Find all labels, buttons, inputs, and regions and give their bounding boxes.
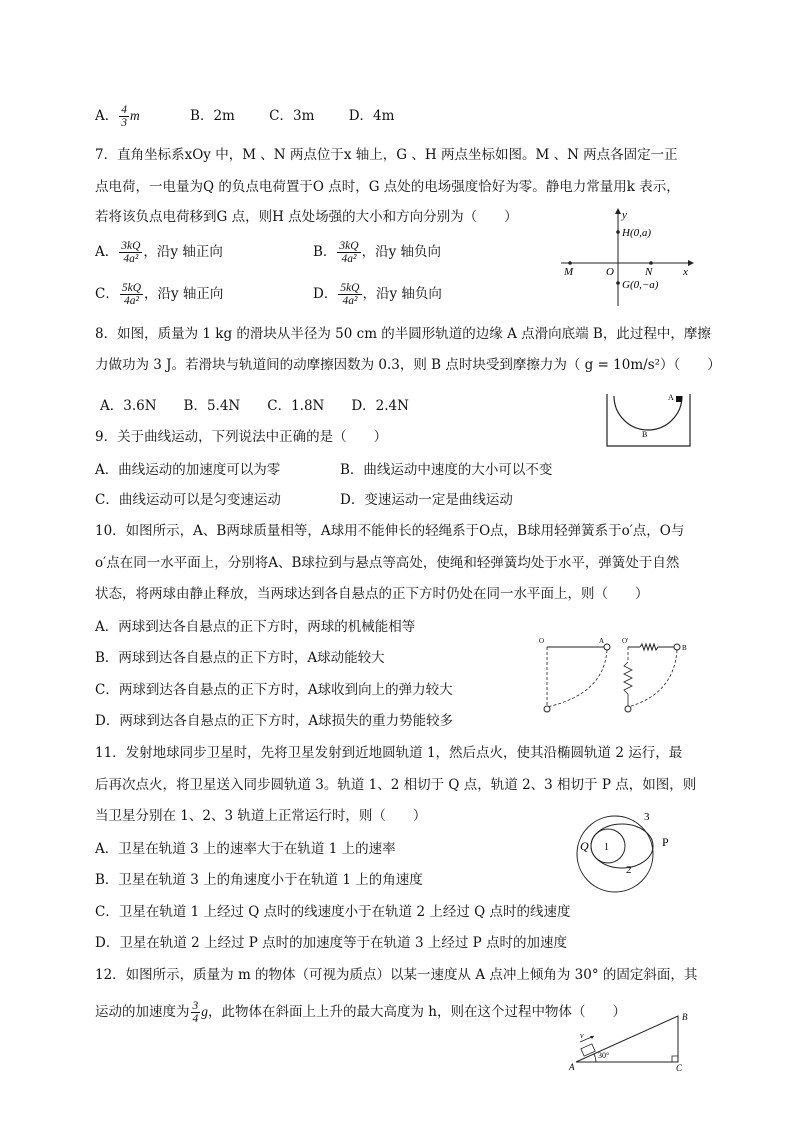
q12-figure (566, 1008, 694, 1076)
q12-line-2-end: ，此物体在斜面上上升的最大高度为 h，则在这个过程中物体（ ） (208, 1004, 626, 1020)
y-axis-arrow (615, 208, 621, 214)
point-g (616, 281, 620, 285)
y-axis-label: y (622, 209, 627, 221)
orbit-3 (577, 816, 653, 892)
q9-stem: 9．关于曲线运动，下列说法中正确的是（ ） (95, 429, 388, 445)
label-p: P (662, 835, 669, 849)
q11-figure (560, 808, 690, 898)
q10-line-2: o′点在同一水平面上，分别将A、B球拉到与悬点等高处，使绳和轻弹簧均处于水平，弹簧处于自然 (95, 555, 680, 571)
spring-vertical (624, 662, 632, 706)
ball-b (674, 644, 680, 650)
q11-option-c: C．卫星在轨道 1 上经过 Q 点时的线速度小于在轨道 2 上经过 Q 点时的线速度 (95, 904, 571, 920)
right-angle-mark (672, 1056, 678, 1062)
label-o-prime: O′ (622, 637, 629, 645)
q6-options (95, 104, 394, 129)
q7-a-denominator: 4a² (123, 253, 139, 265)
spring-horizontal (640, 644, 674, 650)
q6-option-d: D．4m (348, 108, 395, 124)
q11-line-2: 后再次点火，将卫星送入同步圆轨道 3。轨道 1、2 相切于 Q 点，轨道 2、3 相切于 P 点，如图，则 (95, 777, 697, 793)
q10-figure (536, 634, 696, 720)
x-axis-arrow (688, 260, 694, 266)
q7-option-d (313, 282, 442, 307)
slider-block (676, 396, 682, 402)
q7-option-a (95, 240, 223, 265)
q10-option-a: A．两球到达各自悬点的正下方时，两球的机械能相等 (95, 619, 416, 635)
q10-option-c: C．两球到达各自悬点的正下方时，A球收到向上的弹力较大 (95, 682, 453, 698)
q7-d-numerator: 5kQ (340, 282, 360, 294)
q9-option-c: C．曲线运动可以是匀变速运动 (95, 492, 281, 508)
path-a (547, 650, 607, 707)
q7-b-numerator: 3kQ (339, 240, 359, 252)
q7-line-1: 7．直角坐标系xOy 中，M 、N 两点位于x 轴上，G 、H 两点坐标如图。M 、N 两点各固定一正 (95, 147, 678, 163)
q7-option-b-text: ，沿y 轴负向 (361, 244, 442, 260)
q7-line-2: 点电荷，一电量为Q 的负点电荷置于O 点时，G 点处的电场强度恰好为零。静电力常量用k 表示， (95, 179, 680, 195)
q7-option-b (313, 240, 441, 265)
q7-c-numerator: 5kQ (121, 282, 142, 294)
q6-option-c: C．3m (269, 108, 315, 124)
q7-option-b-label: B． (313, 244, 337, 260)
q10-option-d: D．两球到达各自悬点的正下方时，A球损失的重力势能较多 (95, 713, 454, 729)
q8-line-1: 8．如图，质量为 1 kg 的滑块从半径为 50 cm 的半圆形轨道的边缘 A 点滑向底端 B，此过程中，摩擦 (95, 326, 711, 342)
q12-accel-numerator: 3 (192, 1000, 199, 1012)
label-o: O (539, 637, 545, 645)
q6-option-b: B．2m (190, 108, 235, 124)
label-h: H(0,a) (622, 227, 652, 239)
label-a: A (599, 637, 605, 645)
q7-figure (556, 206, 696, 314)
q7-line-3: 若将该负点电荷移到G 点，则H 点处场强的大小和方向分别为（ ） (95, 209, 518, 225)
label-b: B (682, 644, 687, 652)
ball-b-bottom (625, 706, 631, 712)
q10-option-b: B．两球到达各自悬点的正下方时，A球动能较大 (95, 650, 385, 666)
label-o: O (606, 266, 614, 278)
point-h (616, 230, 620, 234)
label-orbit-2: 2 (626, 864, 632, 876)
q6-a-numerator: 4 (121, 104, 127, 116)
q7-option-c-label: C． (95, 286, 119, 302)
q6-option-a-unit: m (130, 108, 140, 123)
q7-d-denominator: 4a² (342, 295, 358, 307)
q11-option-a: A．卫星在轨道 3 上的速率大于在轨道 1 上的速率 (95, 841, 396, 857)
q6-option-a-fraction (119, 104, 129, 129)
q11-line-3: 当卫星分别在 1、2、3 轨道上正常运行时，则（ ） (95, 808, 427, 824)
q7-option-d-label: D． (313, 286, 338, 302)
q8-figure (606, 388, 692, 452)
label-orbit-3: 3 (644, 811, 650, 823)
q12-accel-denominator: 4 (192, 1013, 199, 1025)
q10-line-1: 10．如图所示，A、B两球质量相等，A球用不能伸长的轻绳系于O点，B球用轻弹簧系于o′点，O与 (95, 523, 685, 539)
label-a: A (668, 393, 674, 402)
q8-line-2: 力做功为 3 J。若滑块与轨道间的动摩擦因数为 0.3，则 B 点时块受到摩擦力为（ g = 10m/s²）（ ） (95, 357, 721, 373)
label-angle: 30° (598, 1051, 610, 1060)
q11-option-b: B．卫星在轨道 3 上的角速度小于在轨道 1 上的角速度 (95, 872, 423, 888)
q6-option-a-label: A． (95, 108, 119, 124)
q12-line-1: 12．如图所示，质量为 m 的物体（可视为质点）以某一速度从 A 点冲上倾角为 30° 的固定斜面，其 (95, 967, 698, 983)
ball-a-bottom (544, 706, 550, 712)
angle-arc (594, 1054, 596, 1062)
q7-c-denominator: 4a² (123, 295, 139, 307)
label-g: G(0,−a) (622, 279, 659, 291)
label-b: B (682, 1012, 688, 1022)
q7-option-c (95, 282, 223, 307)
q12-accel-g: g (201, 1004, 208, 1019)
label-c: C (676, 1063, 683, 1072)
q6-a-denominator: 3 (121, 117, 127, 129)
q8-options: A．3.6N B．5.4N C．1.8N D．2.4N (100, 398, 409, 414)
label-b: B (642, 430, 648, 439)
q7-a-numerator: 3kQ (121, 240, 141, 252)
label-q: Q (580, 839, 589, 853)
q7-b-denominator: 4a² (341, 253, 357, 265)
q9-option-a: A．曲线运动的加速度可以为零 (95, 462, 281, 478)
q11-line-1: 11．发射地球同步卫星时，先将卫星发射到近地圆轨道 1，然后点火，使其沿椭圆轨道 2 运行，最 (95, 745, 683, 761)
label-orbit-1: 1 (604, 842, 609, 853)
q9-option-b: B．曲线运动中速度的大小可以不变 (340, 462, 553, 478)
q7-option-c-text: ，沿y 轴正向 (144, 286, 224, 302)
point-n (649, 261, 653, 265)
q11-option-d: D．卫星在轨道 2 上经过 P 点时的加速度等于在轨道 3 上经过 P 点时的加速度 (95, 935, 567, 951)
incline (576, 1016, 678, 1062)
ball-a (604, 644, 610, 650)
label-a: A (569, 1062, 575, 1072)
q7-option-a-text: ，沿y 轴正向 (143, 244, 223, 260)
path-b (628, 650, 677, 707)
q9-option-d: D．变速运动一定是曲线运动 (340, 492, 513, 508)
q12-line-2-start: 运动的加速度为 (95, 1004, 190, 1020)
label-v: v (580, 1031, 584, 1040)
q7-option-a-label: A． (95, 244, 119, 260)
point-m (568, 261, 572, 265)
q10-line-3: 状态，将两球由静止释放，当两球达到各自悬点的正下方时仍处在同一水平面上，则（ ） (95, 586, 649, 602)
q12-line-2 (95, 1000, 626, 1025)
q7-option-d-text: ，沿y 轴负向 (362, 286, 442, 302)
x-axis-label: x (683, 266, 688, 278)
label-m: M (564, 266, 574, 278)
label-n: N (645, 266, 653, 278)
